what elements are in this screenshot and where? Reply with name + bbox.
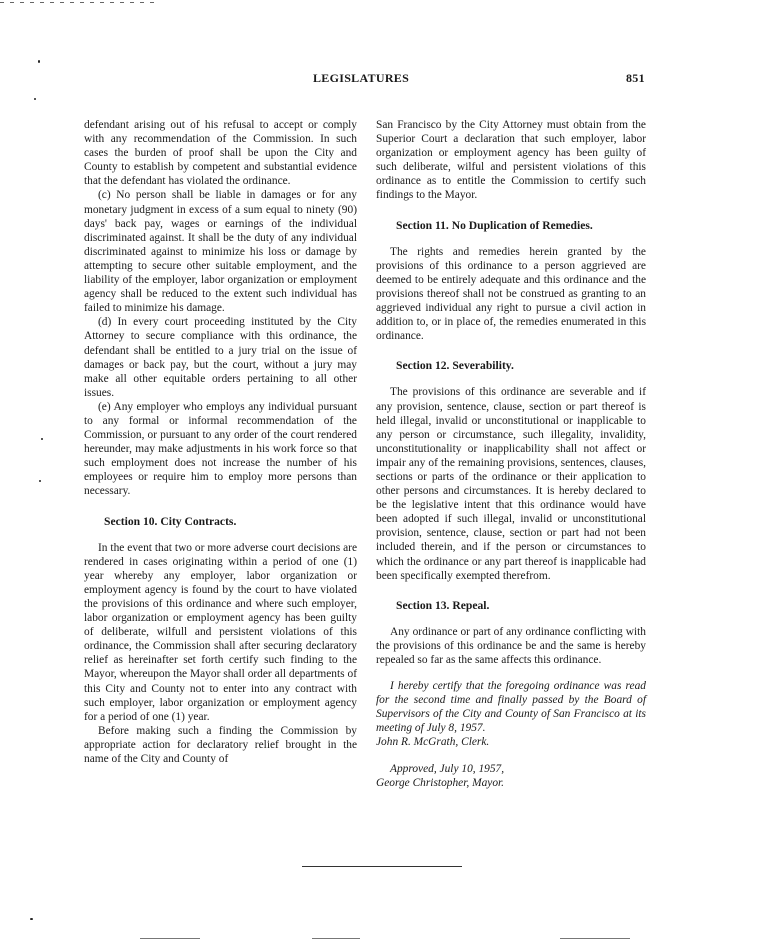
paragraph-c: (c) No person shall be liable in damages or for any monetary judgment in excess of a sum equal to ninety (90) days' back pay, wages or earnings of the individual discriminated against. It shall be the duty of any individual discriminated against to minimize his loss or damage by attempting to secure other suitable employment, and the liability of the employer, labor organization or employment agency shall be reduced to the extent such individual has failed to minimize his damage. [84, 189, 357, 315]
clerk-signature: John R. McGrath, Clerk. [376, 736, 490, 749]
scan-speck [30, 918, 33, 920]
section-13-heading: Section 13. Repeal. [396, 598, 490, 612]
right-column [376, 118, 646, 790]
mayor-signature: George Christopher, Mayor. [376, 776, 505, 789]
scan-speck [41, 438, 43, 440]
approval-date: Approved, July 10, 1957, [390, 762, 505, 775]
page-number: 851 [626, 71, 645, 85]
section-10-heading: Section 10. City Contracts. [104, 514, 237, 528]
paragraph: San Francisco by the City Attorney must obtain from the Superior Court a declaration that such employer, labor organization or employment agency has been guilty of such deliberate, wilful and persistent violations of this ordinance as to entitle the Commission to certify such findings to the Mayor. [376, 119, 646, 202]
paragraph: In the event that two or more adverse court decisions are rendered in cases originating within a period of one (1) year whereby any employer, labor organization or employment agency is found by the court to have violated the provisions of this ordinance and where such employer, labor organization or employment agency has been guilty of deliberate, wilfull and persistent violations of this ordinance, the Commission shall after securing declaratory relief as hereinafter set forth certify such finding to the Mayor, whereupon the Mayor shall order all departments of this City and County not to enter into any contract with such employer, labor organization or employment agency for a period of one (1) year. [84, 541, 357, 723]
scan-edge-dashes [0, 2, 160, 3]
paragraph: Any ordinance or part of any ordinance conflicting with the provisions of this ordinance be and the same is hereby repealed so far as the same affects this ordinance. [376, 625, 646, 666]
scan-edge-mark [312, 938, 360, 939]
running-head-title: LEGISLATURES [313, 71, 410, 85]
paragraph: The rights and remedies herein granted by the provisions of this ordinance to a person aggrieved are deemed to be entirely adequate and this ordinance and the provisions thereof shall not be construed as granting to an aggrieved individual any right to pursue a civil action in addition to, or in place of, the remedies enumerated in this ordinance. [376, 245, 646, 343]
paragraph: Before making such a finding the Commission by appropriate action for declaratory relief brought in the name of the City and County of [84, 724, 357, 766]
end-rule [302, 866, 462, 867]
section-12-heading: Section 12. Severability. [396, 359, 514, 373]
left-column [84, 118, 357, 766]
certification-text: I hereby certify that the foregoing ordinance was read for the second time and finally passed by the Board of Supervisors of the City and County of San Francisco at its meeting of July 8, 1957. [376, 680, 646, 735]
section-11-heading: Section 11. No Duplication of Remedies. [396, 218, 593, 232]
scan-edge-mark [140, 938, 200, 939]
scan-edge-mark [560, 938, 630, 939]
paragraph-e: (e) Any employer who employs any individual pursuant to any formal or informal recommendation of the Commission, or pursuant to any order of the court rendered hereunder, may make adjustments in his work force so that such employment does not increase the number of his employees or require him to employ more persons than necessary. [84, 400, 357, 498]
paragraph: defendant arising out of his refusal to accept or comply with any recommendation of the Commission. In such cases the burden of proof shall be upon the City and County to establish by competent and substantial evidence that the defendant has violated the ordinance. [84, 119, 357, 188]
running-head [0, 71, 763, 87]
scan-speck [34, 98, 36, 100]
scan-speck [39, 480, 41, 482]
paragraph: The provisions of this ordinance are severable and if any provision, sentence, clause, section or part thereof is held illegal, invalid or unconstitutional or inapplicable to any person or circumstance, such illegality, invalidity, unconstitutionality or inapplicability shall not affect or impair any of the remaining provisions, sentences, clauses, sections or parts of the ordinance or their application to other persons and circumstances. It is hereby declared to be the legislative intent that this ordinance would have been adopted if such illegal, invalid or unconstitutional provision, sentence, clause, section or part had not been included therein, and if the person or circumstances to which the ordinance or any part thereof is inapplicable had been specifically exempted therefrom. [376, 386, 646, 582]
paragraph-d: (d) In every court proceeding instituted by the City Attorney to secure compliance with this ordinance, the defendant shall be entitled to a jury trial on the issue of damages or back pay, but the court, without a jury may make all other equitable orders pertaining to all other issues. [84, 316, 357, 399]
scan-speck [38, 60, 40, 63]
